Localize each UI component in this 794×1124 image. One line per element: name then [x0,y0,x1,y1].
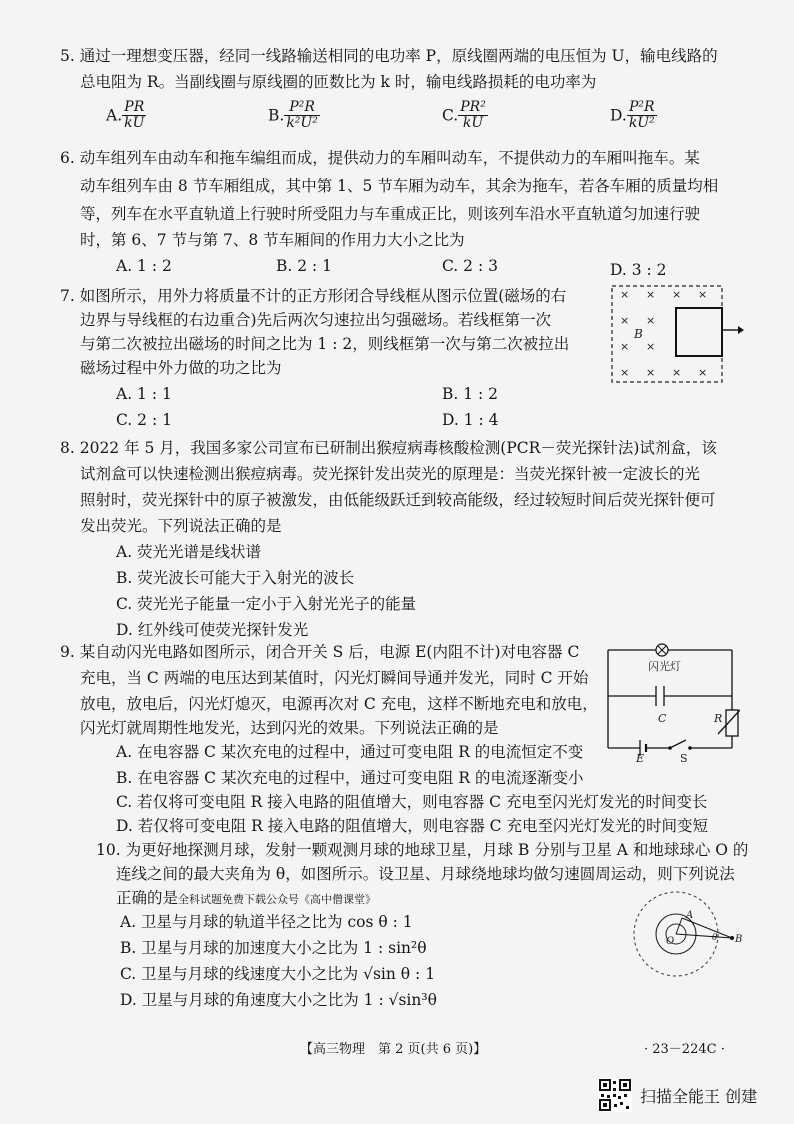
q7-line-1: 7. 如图所示，用外力将质量不计的正方形闭合导线框从图示位置(磁场的右 [60,287,567,305]
option-fraction [458,100,488,131]
q6-line-2: 动车组列车由 8 节车厢组成，其中第 1、5 节车厢为动车，其余为拖车，若各车厢的质量均相 [80,177,719,195]
q7-line-4: 磁场过程中外力做的功之比为 [80,359,282,377]
q7-line-3: 与第二次被拉出磁场的时间之比为 1 : 2，则线框第一次与第二次被拉出 [80,335,570,353]
fraction-denominator: k²U² [286,115,318,131]
q5-option-a [106,100,146,131]
q6-option-a: A. 1 : 2 [116,257,172,275]
q6-option-d: D. 3 : 2 [610,261,667,279]
q9-option-c: C. 若仅将可变电阻 R 接入电路的阻值增大，则电容器 C 充电至闪光灯发光的时间变长 [116,793,708,811]
fraction-denominator: kU [124,115,145,131]
q10-option-a: A. 卫星与月球的轨道半径之比为 cos θ : 1 [120,913,413,931]
option-fraction [627,100,657,131]
q6-option-b: B. 2 : 1 [276,257,333,275]
fraction-numerator: P²R [284,100,320,116]
svg-text:×: × [646,314,656,327]
q8-option-b: B. 荧光波长可能大于入射光的波长 [116,569,355,587]
moon-point [730,936,734,940]
q9-line-1: 9. 某自动闪光电路如图所示，闭合开关 S 后，电源 E(内阻不计)对电容器 C [60,643,580,661]
q5-option-c [442,100,488,131]
q7-option-b: B. 1 : 2 [442,385,499,403]
pull-arrow-head [738,326,744,334]
svg-text:×: × [698,288,708,301]
option-fraction [284,100,320,131]
q10-line-3 [116,888,376,910]
svg-text:×: × [646,366,656,379]
satellite-label: A [686,910,694,921]
angle-label: θ [712,933,718,943]
q6-line-3: 等，列车在水平直轨道上行驶时所受阻力与车重成正比，则该列车沿水平直轨道匀加速行驶 [80,205,701,223]
svg-text:×: × [698,366,708,379]
fraction-numerator: PR² [460,99,486,115]
resistor-label: R [714,712,723,725]
q7-option-a: A. 1 : 1 [116,385,172,403]
q10-line-2: 连线之间的最大夹角为 θ，如图所示。设卫星、月球绕地球均做匀速圆周运动，则下列说法 [116,865,735,883]
q6-option-c: C. 2 : 3 [442,257,498,275]
option-label: D. [610,106,627,125]
q5-option-d [610,100,657,131]
svg-text:×: × [646,288,656,301]
q9-line-2: 充电，当 C 两端的电压达到某值时，闪光灯瞬间导通并发光，同时 C 开始 [80,669,589,687]
q5-line-1: 5. 通过一理想变压器，经同一线路输送相同的电功率 P，原线圈两端的电压恒为 U，输电线路的 [60,47,718,65]
q8-line-1: 8. 2022 年 5 月，我国多家公司宣布已研制出猴痘病毒核酸检测(PCR－荧光探针法)试剂盒，该 [60,439,717,457]
q6-line-4: 时，第 6、7 节与第 7、8 节车厢间的作用力大小之比为 [80,231,465,249]
q7-magnetic-field-figure [610,284,745,386]
q10-line-3-main: 正确的是 [116,889,179,907]
qr-code-icon [598,1078,632,1112]
wire-frame [676,308,722,356]
q8-option-c: C. 荧光光子能量一定小于入射光光子的能量 [116,595,417,613]
q10-orbit-figure [622,888,750,980]
q8-line-2: 试剂盒可以快速检测出猴痘病毒。荧光探针发出荧光的原理是：当荧光探针被一定波长的光 [80,465,701,483]
q8-option-a: A. 荧光光谱是线状谱 [116,543,262,561]
q9-line-4: 闪光灯就周期性地发光，达到闪光的效果。下列说法正确的是 [80,719,499,737]
q9-line-3: 放电，放电后，闪光灯熄灭，电源再次对 C 充电，这样不断地充电和放电， [80,695,598,713]
q10-option-d: D. 卫星与月球的角速度大小之比为 1 : √sin³θ [120,991,437,1009]
earth-center-label: O [666,936,675,947]
fraction-numerator: P²R [627,100,657,116]
svg-text:×: × [620,314,630,327]
q9-option-b: B. 在电容器 C 某次充电的过程中，通过可变电阻 R 的电流逐渐变小 [116,769,584,787]
q7-option-c: C. 2 : 1 [116,411,172,429]
fraction-numerator: PR [122,100,146,116]
q10-line-1: 10. 为更好地探测月球，发射一颗观测月球的地球卫星，月球 B 分别与卫星 A 和地球球心 O 的 [96,841,749,859]
option-label: C. [442,106,459,125]
q10-option-b: B. 卫星与月球的加速度大小之比为 1 : sin²θ [120,939,427,957]
option-label: A. [106,106,123,125]
fraction-denominator: kU [462,115,484,131]
q5-line-2: 总电阻为 R。当副线圈与原线圈的匝数比为 k 时，输电线路损耗的电功率为 [80,73,597,91]
page-footer: 【高三物理 第 2 页(共 6 页)】 [300,1042,487,1057]
svg-text:×: × [620,288,630,301]
capacitor-label: C [658,712,667,725]
field-label: B [634,327,643,341]
svg-text:×: × [646,340,656,353]
q8-line-3: 照射时，荧光探针中的原子被激发，由低能级跃迁到较高能级，经过较短时间后荧光探针便可 [80,491,716,509]
q6-line-1: 6. 动车组列车由动车和拖车编组而成，提供动力的车厢叫动车，不提供动力的车厢叫拖车。某 [60,149,700,167]
svg-text:×: × [620,340,630,353]
q9-option-a: A. 在电容器 C 某次充电的过程中，通过可变电阻 R 的电流恒定不变 [116,743,584,761]
q7-option-d: D. 1 : 4 [442,411,499,429]
svg-text:×: × [672,366,682,379]
svg-text:×: × [620,366,630,379]
q7-line-2: 边界与导线框的右边重合)先后两次匀速拉出匀强磁场。若线框第一次 [80,311,552,329]
switch-label: S [680,752,688,763]
q10-download-note: 全科试题免费下载公众号《高中僧课堂》 [178,893,377,906]
q9-circuit-figure [600,638,740,763]
q8-option-d: D. 红外线可使荧光探针发光 [116,621,309,639]
q5-option-b [268,100,320,131]
option-fraction [122,100,146,131]
option-label: B. [268,106,285,125]
fraction-denominator: kU² [628,115,655,131]
q9-option-d: D. 若仅将可变电阻 R 接入电路的阻值增大，则电容器 C 充电至闪光灯发光的时间变短 [116,817,708,835]
exam-code: · 23－224C · [644,1042,725,1057]
camscanner-watermark: 扫描全能王 创建 [640,1087,758,1106]
battery-label: E [636,752,645,763]
moon-label: B [735,934,743,945]
q8-line-4: 发出荧光。下列说法正确的是 [80,517,282,535]
lamp-label: 闪光灯 [648,660,681,673]
q10-option-c: C. 卫星与月球的线速度大小之比为 √sin θ : 1 [120,965,436,983]
svg-text:×: × [672,288,682,301]
